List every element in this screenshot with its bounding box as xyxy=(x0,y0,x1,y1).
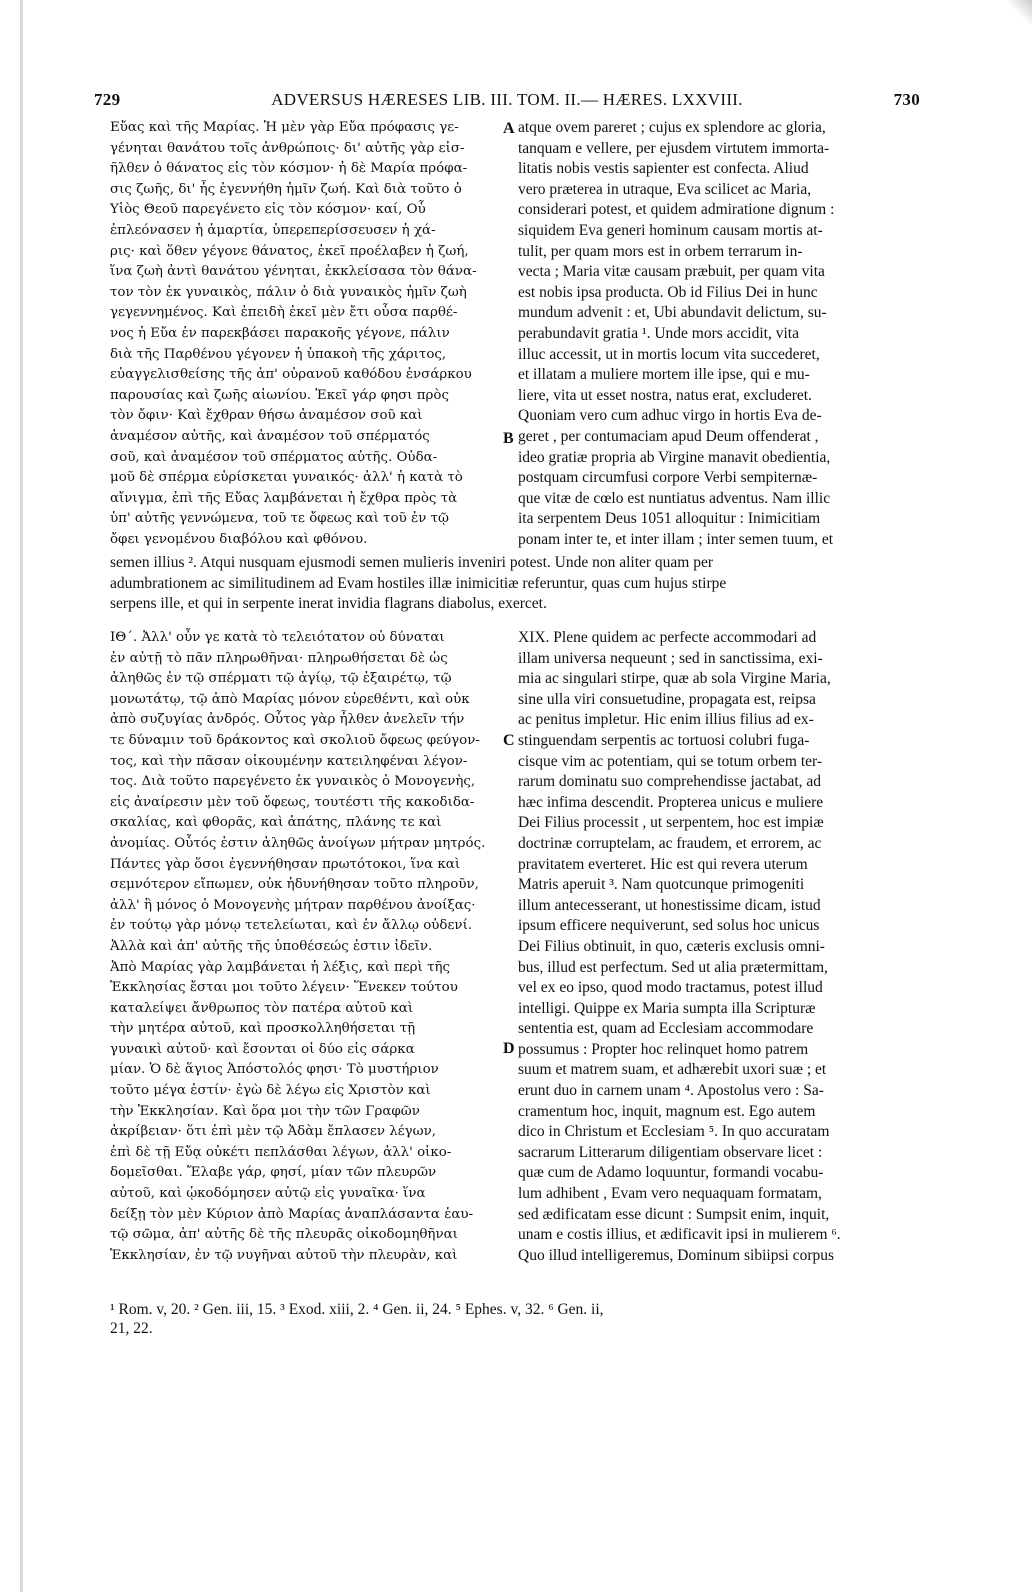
text-line: Quoniam vero cum adhuc virgo in hortis Eva de- xyxy=(518,407,822,425)
text-line: γεγεννημένος. Καὶ ἐπειδὴ ἐκεῖ μὲν ἔτι οὖσα παρθέ- xyxy=(110,305,458,321)
text-line: perabundavit gratia ¹. Unde mors accidit, vita xyxy=(518,324,799,342)
text-line: ὄφει γενομένου διαβόλου καὶ φθόνου. xyxy=(110,531,368,547)
text-line: ρις· καὶ ὅθεν γέγονε θάνατος, ἐκεῖ προέλαβεν ἡ ζωή, xyxy=(110,243,469,259)
text-line: possumus : Propter hoc relinquet homo patrem xyxy=(518,1040,809,1058)
margin-marker-d: D xyxy=(503,1040,515,1057)
text-line: τὴν Ἐκκλησίαν. Καὶ ὅρα μοι τὴν τῶν Γραφῶν xyxy=(110,1103,420,1119)
text-line: τὴν μητέρα αὐτοῦ, καὶ προσκολληθήσεται τῇ xyxy=(110,1021,416,1037)
text-line: sacrarum Litterarum diligentiam observare licet : xyxy=(518,1143,823,1161)
text-line: tanquam e vellere, per ejusdem virtutem immorta- xyxy=(518,139,830,157)
text-line: intelligi. Quippe ex Maria sumpta illa Scripturæ xyxy=(518,999,816,1017)
text-line: que vitæ de cœlo est nuntiatus adventus. Nam illic xyxy=(518,489,831,507)
text-line: sine ulla viri consuetudine, propagata est, reipsa xyxy=(518,690,816,708)
text-line: pravitatem everteret. Hic est qui revera uterum xyxy=(518,855,808,873)
text-line: ἐπλεόνασεν ἡ ἁμαρτία, ὑπερεπερίσσευσεν ἡ χά- xyxy=(110,222,436,238)
text-line: σεμνότερον εἴπωμεν, οὐκ ἠδυνήθησαν τοῦτο πληροῦν, xyxy=(110,877,479,893)
text-line: postquam circumfusi corpore Verbi sempiternæ- xyxy=(518,469,818,487)
greek-column-1 xyxy=(110,118,502,550)
margin-marker-c: C xyxy=(503,732,515,749)
text-line: suum et matrem suam, et adhærebit uxori suæ ; et xyxy=(518,1061,827,1079)
text-line: cisque vim ac potentiam, qui se totum orbem ter- xyxy=(518,752,823,770)
text-line: Ἀπὸ Μαρίας γὰρ λαμβάνεται ἡ λέξις, καὶ περὶ τῆς xyxy=(110,959,450,975)
text-line: τῷ σῶμα, ἀπ' αὐτῆς δὲ τῆς πλευρᾶς οἰκοδομηθῆναι xyxy=(110,1227,458,1243)
text-line: doctrinæ corruptelam, ac fraudem, et errorem, ac xyxy=(518,834,822,852)
text-line: Ἐκκλησίαν, ἐν τῷ νυγῆναι αὐτοῦ τὴν πλευρὰν, καὶ xyxy=(110,1247,458,1263)
text-line: καταλείψει ἄνθρωπος τὸν πατέρα αὐτοῦ καὶ xyxy=(110,1000,414,1016)
text-line: dico in Christum et Ecclesiam ⁵. In quo accuratam xyxy=(518,1123,830,1141)
text-line: Εὔας καὶ τῆς Μαρίας. Ἡ μὲν γὰρ Εὔα πρόφασις γε- xyxy=(110,120,459,135)
text-line: αἴνιγμα, ἐπὶ τῆς Εὔας λαμβάνεται ἡ ἔχθρα πρὸς τὰ xyxy=(110,490,458,506)
text-line: stinguendam serpentis ac tortuosi colubri fuga- xyxy=(518,731,810,749)
latin-column-1 xyxy=(518,118,924,550)
text-line: et illatam a muliere mortem ille ipse, qui e mu- xyxy=(518,366,810,384)
running-title: ADVERSUS HÆRESES LIB. III. TOM. II.— HÆRES. LXXVIII. xyxy=(271,90,743,109)
text-line: εὐαγγελισθείσης τῆς ἀπ' οὐρανοῦ καθόδου ἐνσάρκου xyxy=(110,367,472,383)
text-line: Πάντες γὰρ ὅσοι ἐγεννήθησαν πρωτότοκοι, ἵνα καὶ xyxy=(110,856,461,872)
text-line: ἀλλ' ἢ μόνος ὁ Μονογενὴς μήτραν παρθένου ἀνοίξας· xyxy=(110,897,476,913)
footnotes xyxy=(110,1300,924,1338)
text-line: παρουσίας καὶ ζωῆς αἰωνίου. Ἐκεῖ γάρ φησι πρὸς xyxy=(110,387,449,403)
text-line: cramentum hoc, inquit, magnum est. Ego autem xyxy=(518,1102,816,1120)
text-line: tulit, per quam mors est in orbem terrarum in- xyxy=(518,242,803,260)
text-line: ἵνα ζωὴ ἀντὶ θανάτου γένηται, ἐκκλείσασα τὸν θάνα- xyxy=(110,264,477,280)
text-line: atque ovem pareret ; cujus ex splendore ac gloria, xyxy=(518,119,826,136)
text-line: νος ἡ Εὔα ἐν παρεκβάσει παρακοῆς γέγονε, πάλιν xyxy=(110,325,450,341)
text-line: rarum dominatu suo comprehendisse jactabat, ad xyxy=(518,773,822,791)
text-line: τος. Διὰ τοῦτο παρεγένετο ἐκ γυναικὸς ὁ Μονογενὴς, xyxy=(110,774,476,790)
text-line: ἐν αὐτῇ τὸ πᾶν πληρωθῆναι· πληρωθήσεται δὲ ὡς xyxy=(110,650,448,666)
text-line: Quo illud intelligeremus, Dominum sibiipsi corpus xyxy=(518,1246,835,1264)
text-line: vecta ; Maria vitæ causam præbuit, per quam vita xyxy=(518,263,825,281)
text-line: ἀκρίβειαν· ὅτι ἐπὶ μὲν τῷ Ἀδὰμ ἔπλασεν λέγων, xyxy=(110,1124,436,1140)
text-line: ita serpentem Deus 1051 alloquitur : Inimicitiam xyxy=(518,510,821,528)
text-line: semen illius ². Atqui nusquam ejusmodi semen mulieris inveniri potest. Unde non aliter quam per xyxy=(110,554,714,571)
text-line: τον τὸν ἐκ γυναικὸς, πάλιν ὁ διὰ γυναικὸς ἡμῖν ζωὴ xyxy=(110,284,467,300)
text-line: ἐν τούτῳ γὰρ μόνῳ τετελείωται, καὶ ἐν ἄλλῳ οὐδενί. xyxy=(110,918,473,934)
text-line: ἀπὸ συζυγίας ἀνδρός. Οὗτος γὰρ ἦλθεν ἀνελεῖν τήν xyxy=(110,712,465,728)
text-line: ῆλθεν ὁ θάνατος εἰς τὸν κόσμον· ἡ δὲ Μαρία πρόφα- xyxy=(110,161,468,177)
text-line: illam universa nequeunt ; sed in sanctissima, exi- xyxy=(518,649,823,667)
text-line: τὸν ὄφιν· Καὶ ἔχθραν θήσω ἀναμέσον σοῦ καὶ xyxy=(110,408,423,424)
text-line: μονωτάτῳ, τῷ ἀπὸ Μαρίας μόνον εὑρεθέντι, καὶ οὐκ xyxy=(110,691,470,707)
text-line: ἀναμέσον αὐτῆς, καὶ ἀναμέσον τοῦ σπέρματός xyxy=(110,428,430,444)
greek-column-2 xyxy=(110,628,502,1266)
text-line: ¹ Rom. v, 20. ² Gen. iii, 15. ³ Exod. xiii, 2. ⁴ Gen. ii, 24. ⁵ Ephes. v, 32. ⁶ Gen. ii, xyxy=(110,1301,604,1318)
text-line: sententia est, quam ad Ecclesiam accommodare xyxy=(518,1020,814,1038)
text-line: Υἱὸς Θεοῦ παρεγένετο εἰς τὸν κόσμον· καί, Οὗ xyxy=(110,202,426,218)
text-line: ἀληθῶς ἐν τῷ σπέρματι τῷ ἁγίῳ, τῷ ἐξαιρέτῳ, τῷ xyxy=(110,671,452,687)
text-line: considerari potest, et quidem admiratione dignum : xyxy=(518,201,835,219)
binding-edge xyxy=(20,0,23,1592)
latin-fullwidth-paragraph xyxy=(110,553,924,615)
text-line: litatis nobis vestis sapienter est confecta. Aliud xyxy=(518,160,809,178)
running-header xyxy=(94,90,920,114)
text-line: ΙΘ΄. Ἀλλ' οὖν γε κατὰ τὸ τελειότατον οὐ δύναται xyxy=(110,630,445,645)
text-line: δείξῃ τὸν μὲν Κύριον ἀπὸ Μαρίας ἀναπλάσαντα ἑαυ- xyxy=(110,1206,474,1222)
margin-marker-b: B xyxy=(503,430,514,447)
text-line: Dei Filius obtinuit, in quo, cæteris exclusis omni- xyxy=(518,937,825,955)
text-line: 21, 22. xyxy=(110,1320,153,1337)
text-line: ac penitus impletur. Hic enim illius filius ad ex- xyxy=(518,711,814,729)
text-line: ponam inter te, et inter illam ; inter semen tuum, et xyxy=(518,530,834,548)
text-line: μοῦ δὲ σπέρμα εὑρίσκεται γυναικός· ἀλλ' ἡ κατὰ τὸ xyxy=(110,470,463,486)
text-line: bus, illud est perfectum. Sed ut alia prætermittam, xyxy=(518,958,828,976)
text-line: quæ cum de Adamo loquuntur, formandi vocabu- xyxy=(518,1164,824,1182)
page-number-right: 730 xyxy=(893,90,920,109)
text-line: illum antecesserant, ut honestissime dicam, istud xyxy=(518,896,821,914)
text-line: siquidem Eva generi hominum causam mortis at- xyxy=(518,221,823,239)
text-line: Matris aperuit ³. Nam quotcunque primogeniti xyxy=(518,876,805,894)
text-line: adumbrationem ac similitudinem ad Evam hostiles illæ inimicitiæ referuntur, quas cum hujus stirpe xyxy=(110,574,727,592)
text-line: τος, καὶ τὴν πᾶσαν οἰκουμένην κατειληφέναι λέγον- xyxy=(110,753,468,769)
text-line: geret , per contumaciam apud Deum offenderat , xyxy=(518,427,819,445)
text-line: ἐπὶ δὲ τῇ Εὔᾳ οὐκέτι πεπλάσθαι λέγων, ἀλλ' οἰκο- xyxy=(110,1144,452,1160)
text-line: vero præterea in utraque, Eva scilicet ac Maria, xyxy=(518,180,812,198)
text-line: ideo gratiæ propria ab Virgine manavit obedientia, xyxy=(518,448,831,466)
text-line: εἰς ἀναίρεσιν μὲν τοῦ ὄφεως, τουτέστι τῆς κακοδιδα- xyxy=(110,794,475,810)
text-line: serpens ille, et qui in serpente inerat invidia flagrans diabolus, exercet. xyxy=(110,595,547,613)
text-line: σις ζωῆς, δι' ἧς ἐγεννήθη ἡμῖν ζωή. Καὶ διὰ τοῦτο ὁ xyxy=(110,181,462,197)
text-line: mundum advenit : et, Ubi abundavit delictum, su- xyxy=(518,304,827,322)
text-line: illuc accessit, ut in mortis locum vita succederet, xyxy=(518,345,820,363)
text-line: τε δύναμιν τοῦ δράκοντος καὶ σκολιοῦ ὄφεως φεύγον- xyxy=(110,732,480,748)
text-line: lum adhibent , Evam vero nequaquam formatam, xyxy=(518,1185,822,1203)
page-corner-fold xyxy=(1008,0,1032,24)
text-line: σοῦ, καὶ ἀναμέσον τοῦ σπέρματος αὐτῆς. Οὐδα- xyxy=(110,449,438,465)
text-line: mia ac singulari stirpe, quæ ab sola Virgine Maria, xyxy=(518,670,831,688)
text-line: erunt duo in carnem unam ⁴. Apostolus vero : Sa- xyxy=(518,1082,824,1100)
latin-column-2 xyxy=(518,628,924,1266)
margin-marker-a: A xyxy=(503,120,515,137)
text-line: vel ex eo ipso, quod modo tractamus, potest illud xyxy=(518,979,823,997)
text-line: Ἐκκλησίας ἔσται μοι τοῦτο λέγειν· Ἕνεκεν τούτου xyxy=(110,980,458,996)
text-line: γένηται θανάτου τοῖς ἀνθρώποις· δι' αὐτῆς γὰρ εἰσ- xyxy=(110,140,465,156)
text-line: ipsum efficere nequiverunt, sed solus hoc unicus xyxy=(518,917,820,935)
text-line: unam e costis illius, et ædificavit ipsi in mulierem ⁶. xyxy=(518,1226,841,1244)
text-line: liere, vita ut esset nostra, natus erat, excluderet. xyxy=(518,386,812,404)
text-line: est nobis ipsa producta. Ob id Filius Dei in hunc xyxy=(518,283,818,301)
text-line: τοῦτο μέγα ἐστίν· ἐγὼ δὲ λέγω εἰς Χριστὸν καὶ xyxy=(110,1083,431,1099)
text-line: διὰ τῆς Παρθένου γέγονεν ἡ ὑπακοὴ τῆς χάριτος, xyxy=(110,346,447,362)
text-line: ὑπ' αὐτῆς γεννώμενα, τοῦ τε ὄφεως καὶ τοῦ ἐν τῷ xyxy=(110,511,449,527)
text-line: σκαλίας, καὶ φθορᾶς, καὶ ἀπάτης, πλάνης τε καὶ xyxy=(110,815,442,831)
text-line: αὐτοῦ, καὶ ᾠκοδόμησεν αὐτῷ εἰς γυναῖκα· ἵνα xyxy=(110,1186,426,1202)
text-line: ἀνομίας. Οὗτός ἐστιν ἀληθῶς ἀνοίγων μήτραν μητρός. xyxy=(110,835,486,851)
text-line: XIX. Plene quidem ac perfecte accommodari ad xyxy=(518,629,817,646)
text-line: hæc infima descendit. Propterea unicus e muliere xyxy=(518,793,824,811)
text-line: Ἀλλὰ καὶ ἀπ' αὐτῆς τῆς ὑποθέσεώς ἐστιν ἰδεῖν. xyxy=(110,938,433,954)
text-line: δομεῖσθαι. Ἔλαβε γάρ, φησί, μίαν τῶν πλευρῶν xyxy=(110,1165,437,1181)
text-line: sed ædificatam esse dicunt : Sumpsit enim, inquit, xyxy=(518,1205,830,1223)
text-line: γυναικὶ αὐτοῦ· καὶ ἔσονται οἱ δύο εἰς σάρκα xyxy=(110,1041,415,1057)
text-line: Dei Filius processit , ut serpentem, hoc est impiæ xyxy=(518,814,824,832)
text-line: μίαν. Ὁ δὲ ἅγιος Ἀπόστολός φησι· Τὸ μυστήριον xyxy=(110,1062,439,1078)
page-number-left: 729 xyxy=(94,90,121,109)
